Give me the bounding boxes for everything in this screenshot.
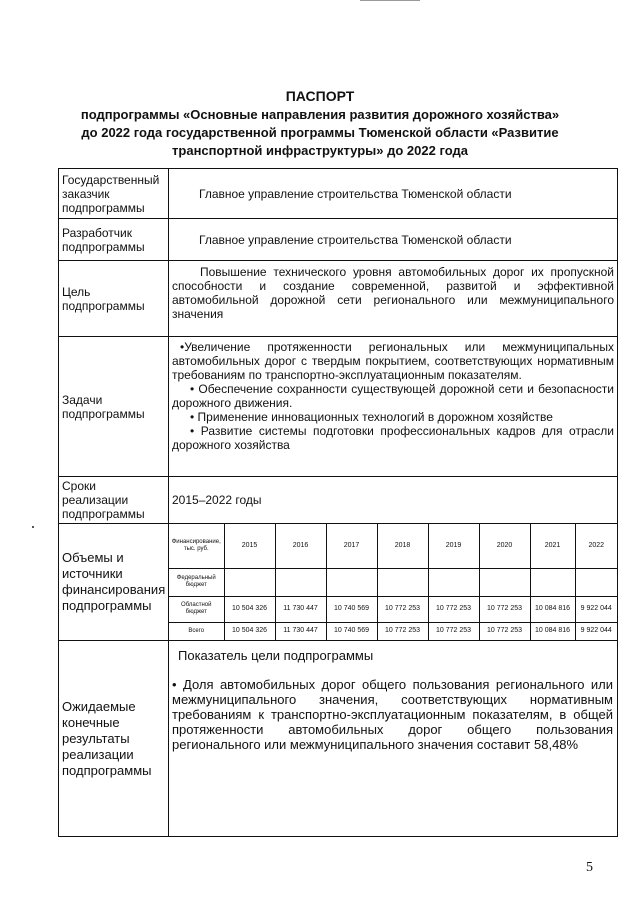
finance-value: 10 504 326 bbox=[224, 596, 275, 622]
finance-cell-empty bbox=[326, 568, 377, 596]
tasks-list bbox=[169, 337, 618, 477]
finance-value: 10 772 253 bbox=[479, 622, 530, 640]
finance-value: 10 504 326 bbox=[224, 622, 275, 640]
finance-cell-empty bbox=[428, 568, 479, 596]
finance-value: 10 740 569 bbox=[326, 622, 377, 640]
finance-value: 10 740 569 bbox=[326, 596, 377, 622]
finance-year: 2020 bbox=[479, 524, 530, 568]
finance-value: 11 730 447 bbox=[275, 622, 326, 640]
passport-table bbox=[58, 168, 618, 837]
doc-subtitle-line1: подпрограммы «Основные направления развития дорожного хозяйства» bbox=[80, 107, 560, 122]
goal-label: Цель подпрограммы bbox=[59, 261, 169, 337]
finance-value: 9 922 044 bbox=[575, 622, 617, 640]
finance-total-row bbox=[169, 622, 617, 640]
scan-line bbox=[360, 0, 420, 1]
developer-value: Главное управление строительства Тюменской области bbox=[169, 219, 618, 261]
finance-value: 10 084 816 bbox=[530, 596, 575, 622]
finance-regional-label: Областной бюджет bbox=[169, 596, 224, 622]
task-item: • Обеспечение сохранности существующей дорожной сети и безопасности дорожного движения. bbox=[172, 382, 614, 410]
doc-subtitle-line3: транспортной инфраструктуры» до 2022 года bbox=[172, 143, 468, 158]
doc-title: ПАСПОРТ bbox=[285, 88, 355, 104]
customer-label: Государственный заказчик подпрограммы bbox=[59, 169, 169, 219]
row-customer bbox=[59, 169, 618, 219]
terms-value: 2015–2022 годы bbox=[169, 477, 618, 524]
row-tasks bbox=[59, 337, 618, 477]
finance-value: 10 772 253 bbox=[428, 596, 479, 622]
finance-year: 2021 bbox=[530, 524, 575, 568]
finance-regional-row bbox=[169, 596, 617, 622]
row-results bbox=[59, 641, 618, 837]
row-terms bbox=[59, 477, 618, 524]
finance-cell-empty bbox=[224, 568, 275, 596]
finance-value: 10 772 253 bbox=[479, 596, 530, 622]
finance-table bbox=[169, 524, 617, 640]
results-cell bbox=[169, 641, 618, 837]
finance-header-label: Финансирование, тыс. руб. bbox=[169, 524, 224, 568]
scan-dot bbox=[32, 526, 34, 528]
finance-cell-empty bbox=[575, 568, 617, 596]
finance-value: 10 084 816 bbox=[530, 622, 575, 640]
tasks-label: Задачи подпрограммы bbox=[59, 337, 169, 477]
results-label: Ожидаемые конечные результаты реализации подпрограммы bbox=[59, 641, 169, 837]
finance-year: 2017 bbox=[326, 524, 377, 568]
finance-federal-label: Федеральный бюджет bbox=[169, 568, 224, 596]
finance-total-label: Всего bbox=[169, 622, 224, 640]
finance-header-row bbox=[169, 524, 617, 568]
developer-label: Разработчик подпрограммы bbox=[59, 219, 169, 261]
finance-label: Объемы и источники финансирования подпрограммы bbox=[59, 524, 169, 641]
results-heading: Показатель цели подпрограммы bbox=[178, 648, 374, 663]
doc-subtitle-line2: до 2022 года государственной программы Тюменской области «Развитие bbox=[81, 125, 559, 140]
row-developer bbox=[59, 219, 618, 261]
finance-value: 11 730 447 bbox=[275, 596, 326, 622]
results-value: • Доля автомобильных дорог общего пользования регионального или межмуниципального значения, соответствующих нормативным требованиям к транспортно-эксплуатационным показателям, в общей протяженности автомобильных дорог общего пользования регионального или межмуниципального значения составит 58,48% bbox=[172, 677, 613, 752]
task-item: •Увеличение протяженности региональных или межмуниципальных автомобильных дорог с твердым покрытием, соответствующих нормативным требованиям по транспортно-эксплуатационным показателям. bbox=[172, 340, 614, 382]
finance-cell-empty bbox=[377, 568, 428, 596]
finance-cell-empty bbox=[275, 568, 326, 596]
finance-value: 10 772 253 bbox=[377, 622, 428, 640]
task-item: • Развитие системы подготовки профессиональных кадров для отрасли дорожного хозяйства bbox=[172, 424, 614, 452]
customer-value: Главное управление строительства Тюменской области bbox=[169, 169, 618, 219]
task-item: • Применение инновационных технологий в дорожном хозяйстве bbox=[190, 410, 553, 424]
finance-year: 2019 bbox=[428, 524, 479, 568]
finance-year: 2018 bbox=[377, 524, 428, 568]
finance-year: 2015 bbox=[224, 524, 275, 568]
finance-cell-empty bbox=[530, 568, 575, 596]
row-goal bbox=[59, 261, 618, 337]
finance-year: 2016 bbox=[275, 524, 326, 568]
finance-value: 9 922 044 bbox=[575, 596, 617, 622]
terms-label: Сроки реализации подпрограммы bbox=[59, 477, 169, 524]
goal-value: Повышение технического уровня автомобильных дорог их пропускной способности и создание современной, развитой и эффективной автомобильной дорожной сети регионального или межмуниципального значения bbox=[169, 261, 618, 337]
finance-cell-empty bbox=[479, 568, 530, 596]
row-finance bbox=[59, 524, 618, 641]
page-number: 5 bbox=[586, 860, 593, 875]
finance-value: 10 772 253 bbox=[377, 596, 428, 622]
finance-value: 10 772 253 bbox=[428, 622, 479, 640]
finance-federal-row bbox=[169, 568, 617, 596]
finance-year: 2022 bbox=[575, 524, 617, 568]
finance-cell bbox=[169, 524, 618, 641]
